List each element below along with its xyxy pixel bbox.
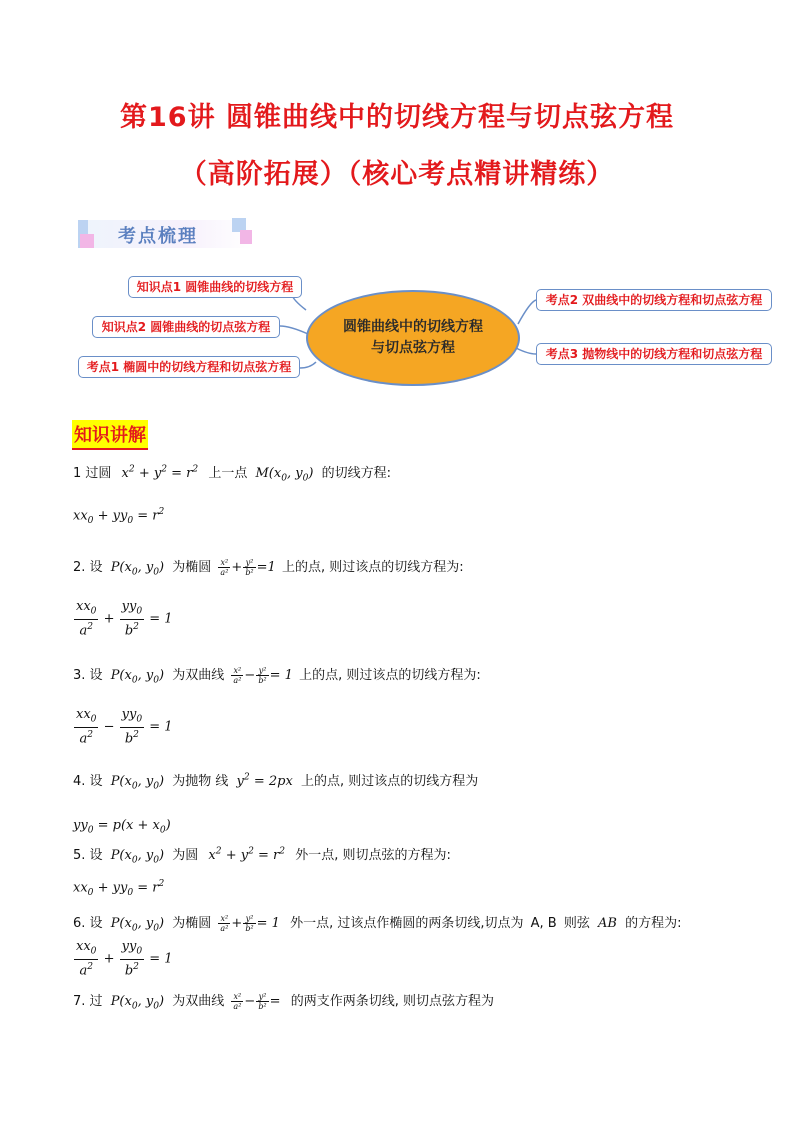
list-item-7: 7. 过 $P(x_0$, $y_0$) 为双曲线 $\frac{\text{x²}}{\text{a²}}$ − $\frac{\text{y²}}{\text{b²}}$ = 的两支作两条切线, 则切点弦方程为	[73, 992, 494, 1012]
title-line-2: （高阶拓展）（核心考点精讲精练）	[179, 159, 615, 190]
node-topic-1: 考点1 椭圆中的切线方程和切点弦方程	[78, 356, 300, 378]
formula-5: $xx_0 + yy_0 = r^2$	[73, 879, 165, 898]
section-heading: 知识讲解	[72, 420, 148, 450]
node-knowledge-2: 知识点2 圆锥曲线的切点弦方程	[92, 316, 280, 338]
list-item-6: 6. 设 $P(x_0$, $y_0$) 为椭圆 $\frac{\text{x²}}{\text{a²}}$ + $\frac{\text{y²}}{\text{b²}}$ = 1 外一点, 过该点作椭圆的两条切线,切点为 A, B 则弦 AB 的方程为:	[73, 914, 682, 934]
banner-label: 考点梳理	[118, 226, 198, 247]
list-item-3: 3. 设 $P(x_0$, $y_0$) 为双曲线 $\frac{\text{x²}}{\text{a²}}$ − $\frac{\text{y²}}{\text{b²}}$ = 1 上的点, 则过该点的切线方程为:	[73, 666, 481, 686]
formula-1: $xx_0 + yy_0 = r^2$	[73, 507, 165, 526]
list-item-2: 2. 设 $P(x_0$, $y_0$) 为椭圆 $\frac{\text{x²}}{\text{a²}}$ + $\frac{\text{y²}}{\text{b²}}$ =1 上的点, 则过该点的切线方程为:	[73, 558, 464, 578]
section-banner	[78, 216, 258, 252]
list-item-4: 4. 设 $P(x_0$, $y_0$) 为抛物 线 $y^2 = 2px$ 上的点, 则过该点的切线方程为	[73, 772, 479, 792]
node-knowledge-1: 知识点1 圆锥曲线的切线方程	[128, 276, 302, 298]
node-topic-2: 考点2 双曲线中的切线方程和切点弦方程	[536, 289, 772, 311]
formula-6: $\frac{xx_0}{a^2}$ + $\frac{yy_0}{b^2}$ = 1	[76, 939, 173, 978]
list-item-1: 1 过圆 $x^2 + y^2 = r^2$ 上一点 $M(x_0$, $y_0$) 的切线方程:	[73, 464, 391, 484]
formula-3: $\frac{xx_0}{a^2}$ − $\frac{yy_0}{b^2}$ = 1	[76, 707, 173, 746]
node-topic-3: 考点3 抛物线中的切线方程和切点弦方程	[536, 343, 772, 365]
list-item-5: 5. 设 $P(x_0$, $y_0$) 为圆 $x^2 + y^2 = r^2$ 外一点, 则切点弦的方程为:	[73, 846, 451, 866]
formula-2: $\frac{xx_0}{a^2}$ + $\frac{yy_0}{b^2}$ = 1	[76, 599, 173, 638]
formula-4: $yy_0 = p(x + x_0)$	[73, 818, 171, 836]
mind-map-center: 圆锥曲线中的切线方程 与切点弦方程	[306, 290, 520, 386]
title-line-1: 第16讲 圆锥曲线中的切线方程与切点弦方程	[120, 102, 674, 133]
mind-map	[0, 262, 794, 392]
